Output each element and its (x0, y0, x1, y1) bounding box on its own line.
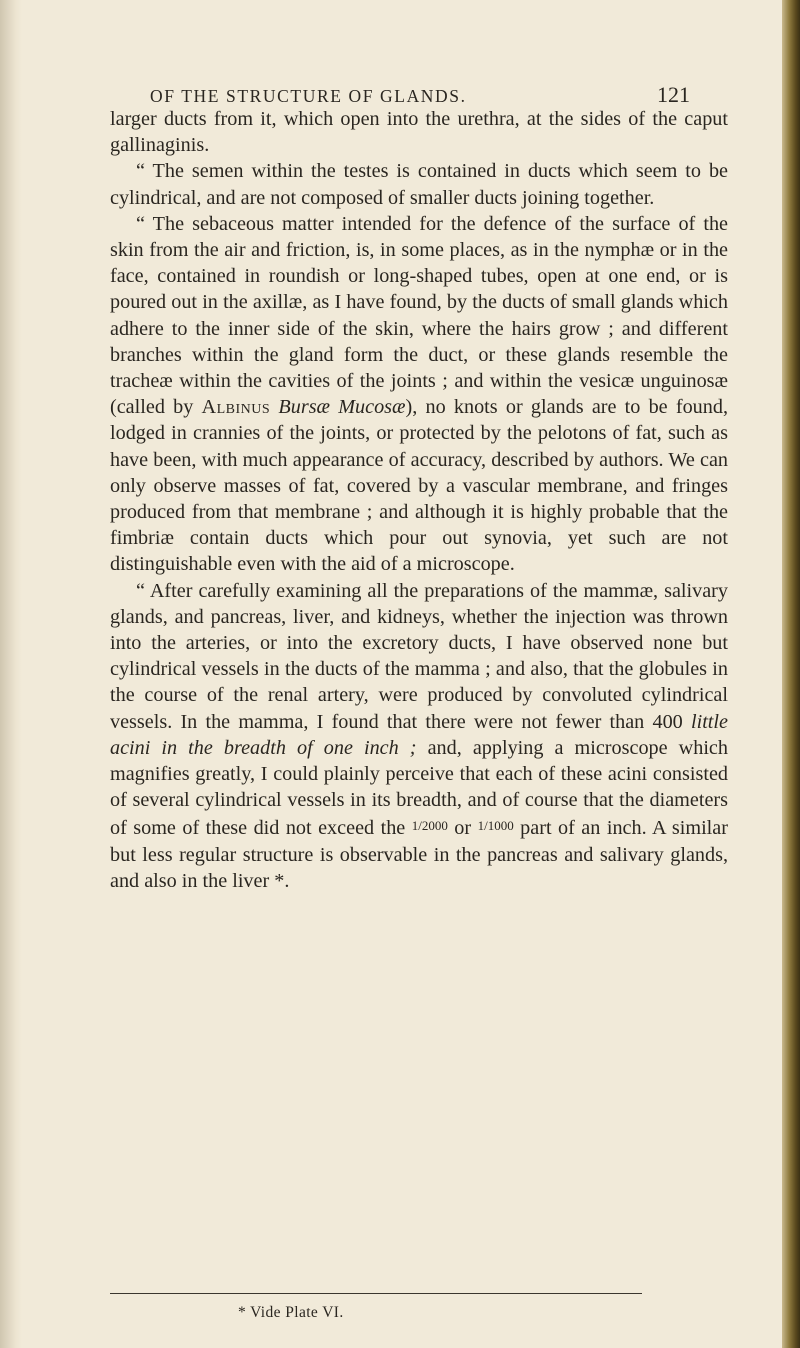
paragraph-1: larger ducts from it, which open into the urethra, at the sides of the caput gallinaginis. (110, 108, 728, 157)
running-title: OF THE STRUCTURE OF GLANDS. (150, 86, 467, 106)
emphasis-text: little acini in the breadth of one inch ; (110, 710, 728, 759)
paragraph-4-or: or (447, 817, 478, 840)
fraction-1: 1/2000 (411, 818, 448, 834)
book-binding-edge (782, 0, 800, 1348)
page-number: 121 (657, 82, 690, 107)
paragraph-4-text-a: “ After carefully examining all the preparations of the mammæ, salivary glands, and pancreas, liver, and kidneys, whether the injection was thrown into the arteries, or into the excretory ducts, I have observed none but cylindrical vessels in the ducts of the mamma ; and also, that the globules in the course of the renal artery, were produced by convoluted cylindrical vessels. In the mamma, I found that there were not fewer than 400 (110, 579, 728, 733)
paragraph-3-text-b: ), no knots or glands are to be found, lodged in crannies of the joints, or protected by the pelotons of fat, such as have been, with much appearance of accuracy, described by authors. We can only observe masses of fat, covered by a vascular membrane, and fringes produced from that membrane ; and although it is highly probable that the fimbriæ contain ducts which pour out synovia, yet such are not distinguishable even with the aid of a microscope. (110, 396, 729, 576)
footnote-rule (110, 1293, 642, 1294)
paragraph-4-text-b: and, applying a microscope which magnifies greatly, I could plainly perceive that each of these acini consisted of several cylindrical vessels in its breadth, and of course that the diameters of some of these did not exceed the (110, 736, 728, 840)
footnote: * Vide Plate VI. (238, 1304, 344, 1321)
latin-term: Bursæ Mucosæ (278, 396, 406, 419)
fraction-2: 1/1000 (477, 818, 514, 834)
running-head (150, 82, 690, 107)
author-name: Albinus (201, 396, 271, 419)
body-text (110, 106, 728, 894)
paragraph-4-text-c: part of an inch. A similar but less regular structure is observable in the pancreas and salivary glands, and also in the liver *. (110, 817, 728, 892)
paragraph-4 (110, 578, 728, 894)
paragraph-3 (110, 211, 728, 578)
page-gutter-shadow (0, 0, 22, 1348)
paragraph-2: “ The semen within the testes is contained in ducts which seem to be cylindrical, and are not composed of smaller ducts joining together. (110, 160, 728, 209)
paragraph-3-text-a: “ The sebaceous matter intended for the defence of the surface of the skin from the air and friction, is, in some places, as in the nymphæ or in the face, contained in roundish or long-shaped tubes, open at one end, or is poured out in the axillæ, as I have found, by the ducts of small glands which adhere to the inner side of the skin, where the hairs grow ; and different branches within the gland form the duct, or these glands resemble the tracheæ within the cavities of the joints ; and within the vesicæ unguinosæ (called by (110, 212, 728, 419)
